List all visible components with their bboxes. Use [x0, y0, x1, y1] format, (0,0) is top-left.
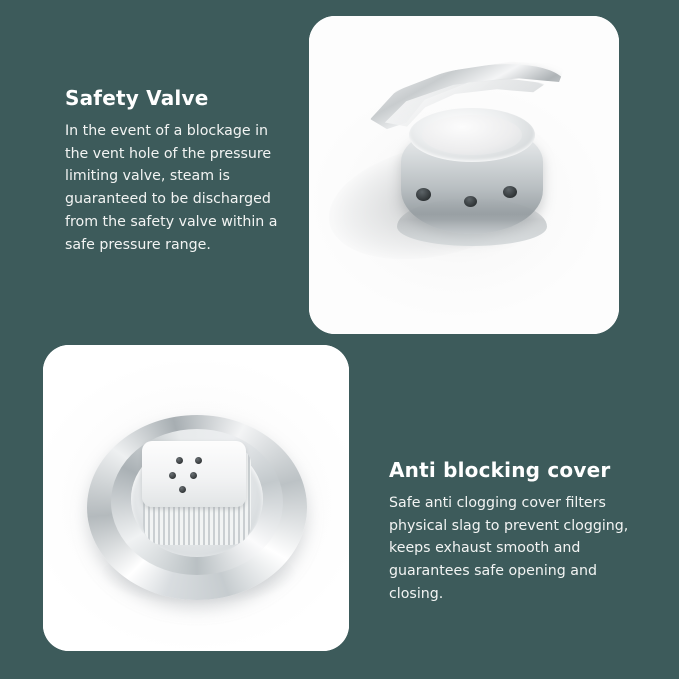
feature-title-anti-blocking-cover: Anti blocking cover [389, 458, 611, 482]
cover-vent-hole [195, 457, 202, 464]
anti-blocking-cover-photo [43, 345, 349, 651]
feature-description-safety-valve: In the event of a blockage in the vent hole of the pressure limiting valve, steam is guaranteed to be discharged from the safety valve within a safe pressure range. [65, 123, 278, 253]
feature-text-anti-blocking-cover [389, 458, 637, 606]
feature-block-anti-blocking-cover [0, 345, 679, 675]
valve-top-disc-inner [422, 115, 522, 155]
safety-valve-photo [309, 16, 619, 334]
cover-vent-hole [176, 457, 183, 464]
feature-title-safety-valve: Safety Valve [65, 86, 209, 110]
cover-vent-hole [190, 472, 197, 479]
cover-vent-hole [169, 472, 176, 479]
valve-vent-hole [503, 186, 517, 198]
feature-block-safety-valve [0, 8, 679, 338]
valve-vent-hole [416, 188, 431, 201]
cover-vent-hole [179, 486, 186, 493]
valve-vent-hole [464, 196, 477, 207]
feature-description-anti-blocking-cover: Safe anti clogging cover filters physical slag to prevent clogging, keeps exhaust smooth and guarantees safe opening and closing. [389, 495, 629, 602]
feature-text-safety-valve [65, 86, 295, 256]
